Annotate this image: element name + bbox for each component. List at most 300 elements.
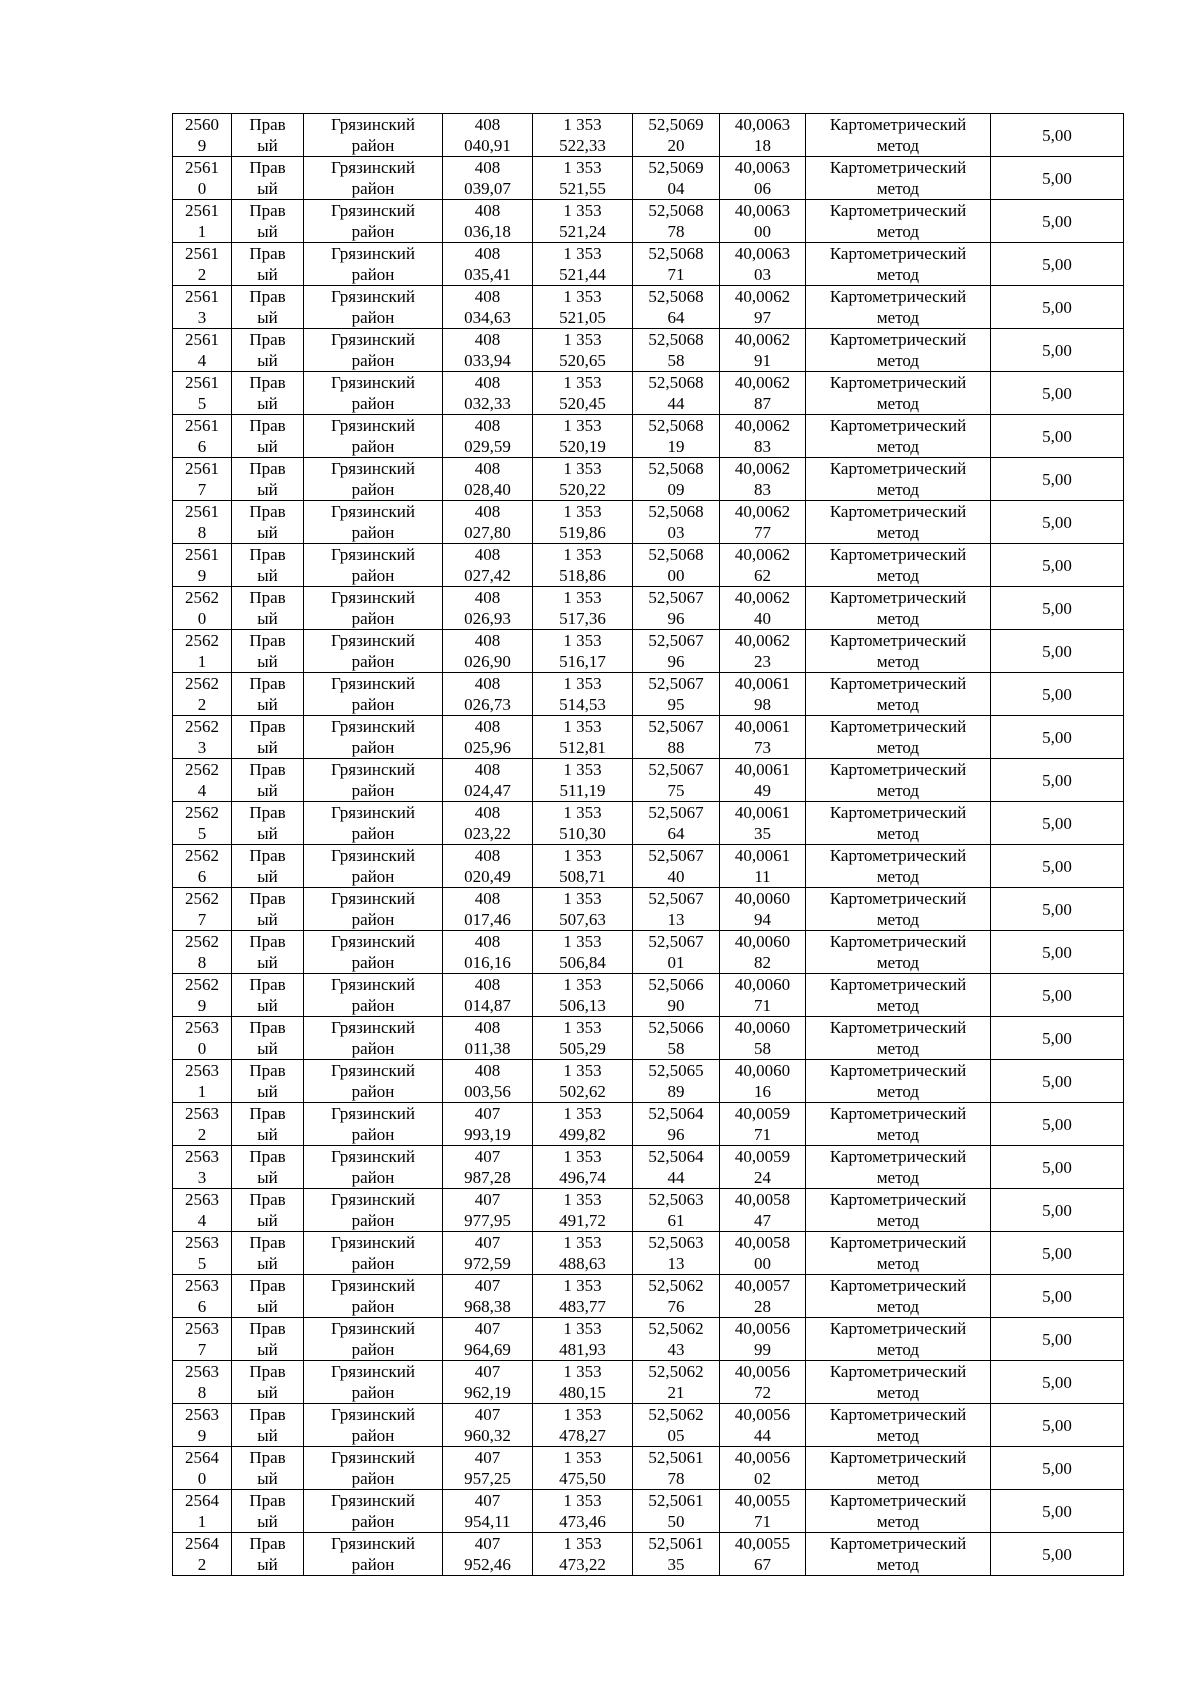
y-coordinate-text: 1 353 <box>563 1405 602 1424</box>
method-cell <box>806 157 991 200</box>
x-coordinate-text: 408 <box>474 244 501 263</box>
longitude-cell <box>720 673 806 716</box>
district-text: район <box>351 1297 395 1316</box>
method-text: Картометрический <box>829 459 967 478</box>
method-cell <box>806 415 991 458</box>
accuracy-cell <box>991 114 1124 157</box>
table-row <box>173 1103 1124 1146</box>
point-number-text: 2563 <box>185 1319 219 1338</box>
side-text: ый <box>257 695 278 714</box>
latitude-text: 21 <box>667 1383 685 1402</box>
district-cell <box>304 1361 443 1404</box>
point-number-text: 5 <box>197 394 207 413</box>
y-coordinate-text: 1 353 <box>563 1491 602 1510</box>
x-coordinate-text: 020,49 <box>464 867 511 886</box>
y-coordinate-text: 521,55 <box>559 179 606 198</box>
district-text: район <box>351 1039 395 1058</box>
longitude-text: 40,0062 <box>734 545 791 564</box>
x-coordinate-cell <box>443 1060 533 1103</box>
latitude-text: 71 <box>667 265 685 284</box>
side-text: ый <box>257 1039 278 1058</box>
y-coordinate-text: 502,62 <box>559 1082 606 1101</box>
method-text: Картометрический <box>829 1448 967 1467</box>
x-coordinate-cell <box>443 802 533 845</box>
y-coordinate-cell <box>533 1318 633 1361</box>
district-text: Грязинский <box>331 1448 415 1467</box>
method-cell <box>806 1189 991 1232</box>
y-coordinate-text: 507,63 <box>559 910 606 929</box>
method-text: Картометрический <box>829 1190 967 1209</box>
table-row <box>173 931 1124 974</box>
accuracy-text: 5,00 <box>1042 297 1072 317</box>
y-coordinate-text: 521,44 <box>559 265 606 284</box>
x-coordinate-text: 408 <box>474 588 501 607</box>
latitude-cell <box>633 243 720 286</box>
accuracy-text: 5,00 <box>1042 684 1072 704</box>
x-coordinate-text: 408 <box>474 502 501 521</box>
latitude-cell <box>633 974 720 1017</box>
point-number-cell <box>173 845 232 888</box>
district-text: Грязинский <box>331 1362 415 1381</box>
method-text: метод <box>876 1125 920 1144</box>
latitude-cell <box>633 888 720 931</box>
point-number-text: 2563 <box>185 1233 219 1252</box>
latitude-cell <box>633 673 720 716</box>
latitude-text: 52,5067 <box>648 631 704 650</box>
side-text: Прав <box>249 1491 286 1510</box>
y-coordinate-text: 473,46 <box>559 1512 606 1531</box>
latitude-cell <box>633 1318 720 1361</box>
y-coordinate-text: 1 353 <box>563 201 602 220</box>
side-cell <box>232 1361 304 1404</box>
point-number-text: 2 <box>197 1125 207 1144</box>
district-text: Грязинский <box>331 1147 415 1166</box>
x-coordinate-text: 408 <box>474 760 501 779</box>
point-number-cell <box>173 544 232 587</box>
table-row <box>173 372 1124 415</box>
y-coordinate-cell <box>533 286 633 329</box>
latitude-cell <box>633 1017 720 1060</box>
y-coordinate-cell <box>533 1017 633 1060</box>
accuracy-cell <box>991 200 1124 243</box>
point-number-text: 0 <box>197 1469 207 1488</box>
method-text: Картометрический <box>829 803 967 822</box>
district-text: район <box>351 1426 395 1445</box>
method-cell <box>806 888 991 931</box>
side-text: Прав <box>249 846 286 865</box>
y-coordinate-cell <box>533 587 633 630</box>
y-coordinate-text: 1 353 <box>563 1534 602 1553</box>
district-cell <box>304 1490 443 1533</box>
latitude-cell <box>633 931 720 974</box>
x-coordinate-text: 408 <box>474 846 501 865</box>
side-cell <box>232 1275 304 1318</box>
side-text: ый <box>257 222 278 241</box>
side-text: Прав <box>249 1233 286 1252</box>
side-text: Прав <box>249 1061 286 1080</box>
accuracy-cell <box>991 243 1124 286</box>
accuracy-cell <box>991 501 1124 544</box>
y-coordinate-text: 1 353 <box>563 1362 602 1381</box>
x-coordinate-text: 026,90 <box>464 652 511 671</box>
side-cell <box>232 1017 304 1060</box>
latitude-text: 64 <box>667 308 685 327</box>
longitude-cell <box>720 458 806 501</box>
side-cell <box>232 415 304 458</box>
side-cell <box>232 544 304 587</box>
longitude-text: 06 <box>754 179 771 198</box>
latitude-text: 96 <box>667 609 685 628</box>
y-coordinate-text: 1 353 <box>563 244 602 263</box>
side-cell <box>232 1490 304 1533</box>
method-cell <box>806 1275 991 1318</box>
method-text: Картометрический <box>829 846 967 865</box>
x-coordinate-cell <box>443 286 533 329</box>
point-number-text: 2562 <box>185 975 219 994</box>
longitude-text: 71 <box>754 1512 771 1531</box>
x-coordinate-text: 407 <box>474 1319 501 1338</box>
point-number-text: 2560 <box>185 115 219 134</box>
x-coordinate-text: 016,16 <box>464 953 511 972</box>
method-cell <box>806 931 991 974</box>
accuracy-text: 5,00 <box>1042 1415 1072 1435</box>
x-coordinate-text: 408 <box>474 803 501 822</box>
x-coordinate-text: 408 <box>474 201 501 220</box>
side-cell <box>232 673 304 716</box>
accuracy-text: 5,00 <box>1042 1157 1072 1177</box>
table-row <box>173 974 1124 1017</box>
latitude-cell <box>633 1146 720 1189</box>
longitude-text: 40,0060 <box>734 932 791 951</box>
latitude-text: 52,5067 <box>648 674 704 693</box>
x-coordinate-text: 957,25 <box>464 1469 511 1488</box>
y-coordinate-text: 521,05 <box>559 308 606 327</box>
district-cell <box>304 286 443 329</box>
side-cell <box>232 888 304 931</box>
latitude-text: 95 <box>667 695 685 714</box>
latitude-text: 52,5066 <box>648 1018 704 1037</box>
longitude-cell <box>720 630 806 673</box>
side-cell <box>232 1103 304 1146</box>
side-text: ый <box>257 910 278 929</box>
side-text: Прав <box>249 373 286 392</box>
x-coordinate-cell <box>443 1275 533 1318</box>
x-coordinate-text: 025,96 <box>464 738 511 757</box>
x-coordinate-cell <box>443 1533 533 1576</box>
longitude-cell <box>720 544 806 587</box>
point-number-text: 2563 <box>185 1147 219 1166</box>
latitude-text: 50 <box>667 1512 685 1531</box>
latitude-cell <box>633 329 720 372</box>
side-text: ый <box>257 824 278 843</box>
y-coordinate-text: 506,84 <box>559 953 606 972</box>
x-coordinate-cell <box>443 544 533 587</box>
latitude-text: 52,5067 <box>648 760 704 779</box>
side-cell <box>232 630 304 673</box>
method-text: метод <box>876 523 920 542</box>
longitude-cell <box>720 114 806 157</box>
latitude-text: 52,5068 <box>648 287 704 306</box>
latitude-text: 78 <box>667 1469 685 1488</box>
accuracy-text: 5,00 <box>1042 942 1072 962</box>
latitude-text: 52,5068 <box>648 502 704 521</box>
longitude-cell <box>720 974 806 1017</box>
latitude-cell <box>633 630 720 673</box>
point-number-text: 1 <box>197 1082 207 1101</box>
latitude-text: 52,5068 <box>648 330 704 349</box>
y-coordinate-text: 488,63 <box>559 1254 606 1273</box>
latitude-text: 01 <box>667 953 685 972</box>
district-text: Грязинский <box>331 932 415 951</box>
side-text: ый <box>257 781 278 800</box>
district-text: Грязинский <box>331 1534 415 1553</box>
x-coordinate-cell <box>443 1146 533 1189</box>
longitude-text: 40,0060 <box>734 975 791 994</box>
point-number-cell <box>173 329 232 372</box>
district-text: Грязинский <box>331 330 415 349</box>
longitude-text: 94 <box>754 910 771 929</box>
y-coordinate-text: 1 353 <box>563 889 602 908</box>
y-coordinate-text: 1 353 <box>563 674 602 693</box>
method-text: Картометрический <box>829 1147 967 1166</box>
longitude-text: 40,0062 <box>734 502 791 521</box>
longitude-cell <box>720 759 806 802</box>
table-row <box>173 157 1124 200</box>
latitude-text: 52,5063 <box>648 1190 704 1209</box>
y-coordinate-text: 480,15 <box>559 1383 606 1402</box>
latitude-text: 52,5067 <box>648 803 704 822</box>
method-text: метод <box>876 910 920 929</box>
point-number-text: 8 <box>197 1383 207 1402</box>
district-text: район <box>351 1383 395 1402</box>
longitude-text: 00 <box>754 1254 771 1273</box>
district-text: Грязинский <box>331 889 415 908</box>
latitude-text: 89 <box>667 1082 685 1101</box>
accuracy-text: 5,00 <box>1042 1372 1072 1392</box>
district-text: район <box>351 953 395 972</box>
district-text: Грязинский <box>331 502 415 521</box>
x-coordinate-text: 040,91 <box>464 136 511 155</box>
side-text: ый <box>257 308 278 327</box>
method-text: метод <box>876 1469 920 1488</box>
y-coordinate-text: 520,65 <box>559 351 606 370</box>
latitude-text: 52,5064 <box>648 1147 704 1166</box>
accuracy-text: 5,00 <box>1042 1200 1072 1220</box>
method-text: Картометрический <box>829 1104 967 1123</box>
y-coordinate-text: 481,93 <box>559 1340 606 1359</box>
district-cell <box>304 544 443 587</box>
longitude-text: 40,0059 <box>734 1104 791 1123</box>
table-row <box>173 1017 1124 1060</box>
method-text: метод <box>876 566 920 585</box>
table-row <box>173 888 1124 931</box>
side-text: Прав <box>249 975 286 994</box>
longitude-cell <box>720 716 806 759</box>
side-cell <box>232 802 304 845</box>
x-coordinate-text: 026,93 <box>464 609 511 628</box>
latitude-cell <box>633 802 720 845</box>
method-cell <box>806 372 991 415</box>
longitude-text: 40,0062 <box>734 588 791 607</box>
latitude-text: 43 <box>667 1340 685 1359</box>
point-number-text: 3 <box>197 1168 207 1187</box>
y-coordinate-cell <box>533 544 633 587</box>
method-text: Картометрический <box>829 975 967 994</box>
longitude-text: 40,0063 <box>734 158 791 177</box>
longitude-cell <box>720 1318 806 1361</box>
y-coordinate-cell <box>533 630 633 673</box>
y-coordinate-text: 1 353 <box>563 932 602 951</box>
y-coordinate-text: 505,29 <box>559 1039 606 1058</box>
method-text: метод <box>876 1039 920 1058</box>
accuracy-cell <box>991 974 1124 1017</box>
latitude-cell <box>633 458 720 501</box>
y-coordinate-text: 519,86 <box>559 523 606 542</box>
x-coordinate-text: 039,07 <box>464 179 511 198</box>
y-coordinate-text: 1 353 <box>563 158 602 177</box>
table-row <box>173 802 1124 845</box>
side-text: Прав <box>249 1448 286 1467</box>
point-number-text: 2563 <box>185 1018 219 1037</box>
x-coordinate-text: 993,19 <box>464 1125 511 1144</box>
side-text: Прав <box>249 459 286 478</box>
method-cell <box>806 1060 991 1103</box>
table-row <box>173 1533 1124 1576</box>
side-text: ый <box>257 867 278 886</box>
x-coordinate-cell <box>443 1103 533 1146</box>
side-text: ый <box>257 738 278 757</box>
point-number-text: 7 <box>197 1340 207 1359</box>
longitude-text: 83 <box>754 480 771 499</box>
point-number-cell <box>173 630 232 673</box>
longitude-text: 72 <box>754 1383 771 1402</box>
district-cell <box>304 458 443 501</box>
point-number-cell <box>173 1017 232 1060</box>
district-text: Грязинский <box>331 588 415 607</box>
table-row <box>173 458 1124 501</box>
method-text: Картометрический <box>829 1534 967 1553</box>
accuracy-text: 5,00 <box>1042 211 1072 231</box>
x-coordinate-cell <box>443 1490 533 1533</box>
latitude-cell <box>633 1189 720 1232</box>
y-coordinate-cell <box>533 673 633 716</box>
accuracy-cell <box>991 157 1124 200</box>
point-number-text: 9 <box>197 1426 207 1445</box>
district-cell <box>304 845 443 888</box>
accuracy-cell <box>991 1060 1124 1103</box>
method-cell <box>806 1017 991 1060</box>
latitude-cell <box>633 1447 720 1490</box>
latitude-cell <box>633 157 720 200</box>
method-cell <box>806 200 991 243</box>
side-cell <box>232 1447 304 1490</box>
side-text: ый <box>257 480 278 499</box>
x-coordinate-cell <box>443 587 533 630</box>
y-coordinate-cell <box>533 1060 633 1103</box>
x-coordinate-text: 407 <box>474 1448 501 1467</box>
y-coordinate-cell <box>533 716 633 759</box>
district-text: Грязинский <box>331 459 415 478</box>
latitude-cell <box>633 1232 720 1275</box>
table-row <box>173 587 1124 630</box>
method-text: Картометрический <box>829 158 967 177</box>
x-coordinate-text: 408 <box>474 287 501 306</box>
longitude-text: 24 <box>754 1168 771 1187</box>
y-coordinate-text: 508,71 <box>559 867 606 886</box>
longitude-text: 40,0062 <box>734 373 791 392</box>
table-row <box>173 1146 1124 1189</box>
y-coordinate-cell <box>533 200 633 243</box>
accuracy-text: 5,00 <box>1042 555 1072 575</box>
district-cell <box>304 587 443 630</box>
y-coordinate-text: 506,13 <box>559 996 606 1015</box>
side-text: Прав <box>249 631 286 650</box>
point-number-cell <box>173 114 232 157</box>
latitude-text: 52,5064 <box>648 1104 704 1123</box>
accuracy-text: 5,00 <box>1042 426 1072 446</box>
x-coordinate-text: 962,19 <box>464 1383 511 1402</box>
accuracy-cell <box>991 1275 1124 1318</box>
district-text: район <box>351 910 395 929</box>
y-coordinate-cell <box>533 1533 633 1576</box>
point-number-text: 8 <box>197 953 207 972</box>
y-coordinate-cell <box>533 845 633 888</box>
y-coordinate-cell <box>533 1404 633 1447</box>
longitude-text: 40,0061 <box>734 717 791 736</box>
accuracy-text: 5,00 <box>1042 469 1072 489</box>
accuracy-text: 5,00 <box>1042 641 1072 661</box>
table-row <box>173 1490 1124 1533</box>
district-text: Грязинский <box>331 201 415 220</box>
accuracy-cell <box>991 1318 1124 1361</box>
point-number-text: 2564 <box>185 1534 219 1553</box>
y-coordinate-text: 1 353 <box>563 1018 602 1037</box>
side-cell <box>232 114 304 157</box>
point-number-text: 1 <box>197 222 207 241</box>
point-number-cell <box>173 415 232 458</box>
x-coordinate-text: 407 <box>474 1362 501 1381</box>
y-coordinate-cell <box>533 1447 633 1490</box>
district-cell <box>304 501 443 544</box>
point-number-cell <box>173 587 232 630</box>
x-coordinate-text: 408 <box>474 459 501 478</box>
accuracy-cell <box>991 845 1124 888</box>
method-cell <box>806 1447 991 1490</box>
point-number-text: 6 <box>197 437 207 456</box>
point-number-cell <box>173 286 232 329</box>
y-coordinate-cell <box>533 1361 633 1404</box>
point-number-text: 4 <box>197 351 207 370</box>
latitude-cell <box>633 1103 720 1146</box>
point-number-cell <box>173 1146 232 1189</box>
method-text: метод <box>876 265 920 284</box>
accuracy-text: 5,00 <box>1042 856 1072 876</box>
side-cell <box>232 1189 304 1232</box>
y-coordinate-text: 491,72 <box>559 1211 606 1230</box>
longitude-cell <box>720 1189 806 1232</box>
method-text: Картометрический <box>829 502 967 521</box>
longitude-cell <box>720 1533 806 1576</box>
point-number-cell <box>173 501 232 544</box>
district-cell <box>304 1232 443 1275</box>
y-coordinate-text: 1 353 <box>563 502 602 521</box>
longitude-cell <box>720 243 806 286</box>
district-text: Грязинский <box>331 1104 415 1123</box>
side-text: ый <box>257 1254 278 1273</box>
y-coordinate-text: 512,81 <box>559 738 606 757</box>
method-text: метод <box>876 1297 920 1316</box>
table-row <box>173 544 1124 587</box>
